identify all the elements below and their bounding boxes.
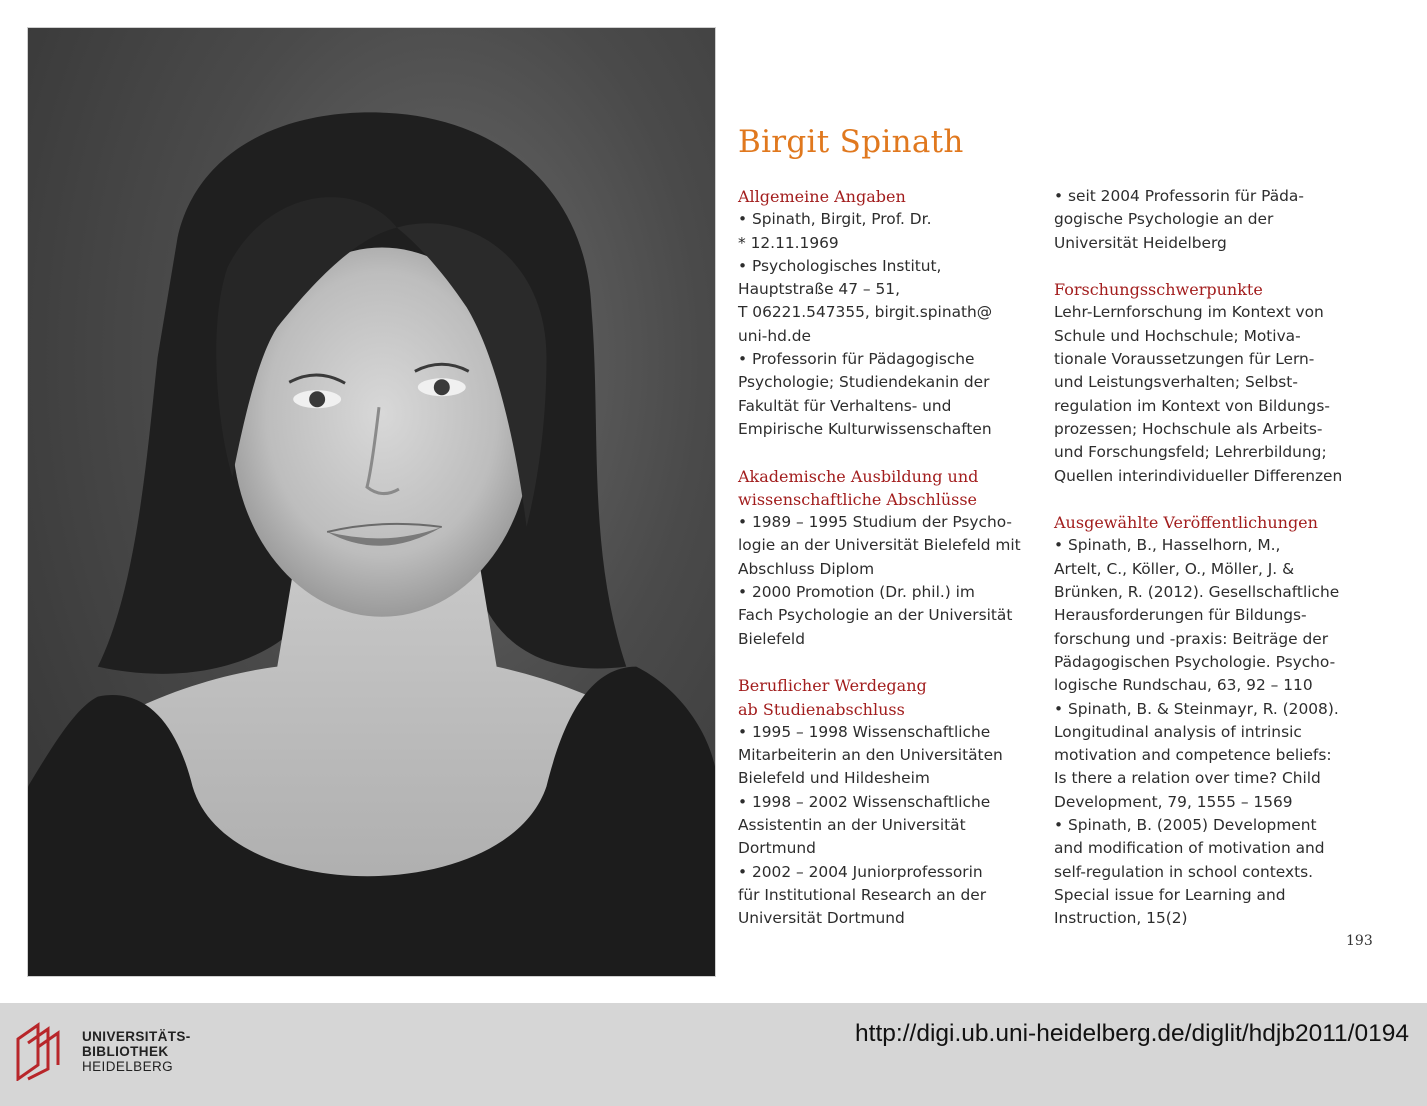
text-line: Is there a relation over time? Child bbox=[1054, 769, 1321, 788]
text-line: Universität Dortmund bbox=[738, 909, 905, 928]
text-line: forschung und -praxis: Beiträge der bbox=[1054, 629, 1329, 648]
text-line: • 2000 Promotion (Dr. phil.) im bbox=[738, 583, 975, 602]
page-number: 193 bbox=[1346, 933, 1373, 949]
text-line: Abschluss Diplom bbox=[738, 559, 875, 578]
text-line: • 1989 – 1995 Studium der Psycho- bbox=[738, 513, 1012, 532]
text-line: • Spinath, Birgit, Prof. Dr. bbox=[738, 210, 932, 229]
text-line: Dortmund bbox=[738, 839, 816, 858]
library-logo-text bbox=[82, 1029, 191, 1074]
text-line: und Forschungsfeld; Lehrerbildung; bbox=[1054, 443, 1327, 462]
text-line: self-regulation in school contexts. bbox=[1054, 862, 1314, 881]
text-line: Quellen interindividueller Differenzen bbox=[1054, 466, 1343, 485]
text-line: T 06221.547355, birgit.spinath@ bbox=[738, 303, 993, 322]
text-line: für Institutional Research an der bbox=[738, 885, 987, 904]
text-line: and modification of motivation and bbox=[1054, 839, 1325, 858]
portrait-illustration bbox=[28, 28, 715, 976]
text-line: Psychologie; Studiendekanin der bbox=[738, 373, 990, 392]
text-line: tionale Voraussetzungen für Lern- bbox=[1054, 350, 1315, 369]
text-line: Artelt, C., Köller, O., Möller, J. & bbox=[1054, 559, 1295, 578]
text-line: uni-hd.de bbox=[738, 326, 811, 345]
text-line: Hauptstraße 47 – 51, bbox=[738, 280, 900, 299]
text-line: Herausforderungen für Bildungs- bbox=[1054, 606, 1307, 625]
text-line: regulation im Kontext von Bildungs- bbox=[1054, 396, 1330, 415]
section-gap bbox=[738, 651, 1038, 674]
text-line: logie an der Universität Bielefeld mit bbox=[738, 536, 1021, 555]
text-line: Development, 79, 1555 – 1569 bbox=[1054, 792, 1293, 811]
right-column bbox=[1054, 185, 1384, 931]
text-line: • 1995 – 1998 Wissenschaftliche bbox=[738, 722, 991, 741]
text-line: Fakultät für Verhaltens- und bbox=[738, 396, 952, 415]
section-gap bbox=[1054, 488, 1384, 511]
text-line: Assistentin an der Universität bbox=[738, 816, 966, 835]
logo-line-1: UNIVERSITÄTS- bbox=[82, 1029, 191, 1044]
text-line: Schule und Hochschule; Motiva- bbox=[1054, 326, 1301, 345]
text-line: * 12.11.1969 bbox=[738, 233, 839, 252]
portrait-photo bbox=[27, 27, 716, 977]
text-line: Mitarbeiterin an den Universitäten bbox=[738, 746, 1003, 765]
section-heading: Allgemeine Angaben bbox=[738, 187, 906, 206]
text-line: Bielefeld und Hildesheim bbox=[738, 769, 930, 788]
text-line: Special issue for Learning and bbox=[1054, 885, 1286, 904]
section-heading: wissenschaftliche Abschlüsse bbox=[738, 489, 978, 509]
text-line: gogische Psychologie an der bbox=[1054, 210, 1274, 229]
footer-bar bbox=[0, 1003, 1427, 1106]
section-heading: Akademische Ausbildung und bbox=[738, 466, 979, 486]
text-line: prozessen; Hochschule als Arbeits- bbox=[1054, 419, 1323, 438]
text-line: Bielefeld bbox=[738, 629, 805, 648]
text-line: • 1998 – 2002 Wissenschaftliche bbox=[738, 792, 991, 811]
text-line: und Leistungsverhalten; Selbst- bbox=[1054, 373, 1298, 392]
text-line: Empirische Kulturwissenschaften bbox=[738, 419, 992, 438]
text-line: Lehr-Lernforschung im Kontext von bbox=[1054, 303, 1324, 322]
text-line: • seit 2004 Professorin für Päda- bbox=[1054, 187, 1304, 205]
logo-line-2: BIBLIOTHEK bbox=[82, 1044, 169, 1059]
section-heading: Forschungsschwerpunkte bbox=[1054, 280, 1263, 300]
text-line: Universität Heidelberg bbox=[1054, 233, 1227, 252]
text-line: • Psychologisches Institut, bbox=[738, 256, 942, 275]
text-line: • Spinath, B. (2005) Development bbox=[1054, 816, 1317, 835]
text-line: motivation and competence beliefs: bbox=[1054, 746, 1332, 765]
text-line: • Spinath, B., Hasselhorn, M., bbox=[1054, 536, 1281, 555]
text-line: Instruction, 15(2) bbox=[1054, 909, 1188, 928]
library-logo-icon bbox=[14, 1019, 74, 1081]
text-line: • Professorin für Pädagogische bbox=[738, 350, 975, 369]
logo-line-3: HEIDELBERG bbox=[82, 1059, 174, 1074]
text-line: Brünken, R. (2012). Gesellschaftliche bbox=[1054, 583, 1340, 602]
left-column bbox=[738, 185, 1038, 931]
section-heading: Beruflicher Werdegang bbox=[738, 676, 927, 696]
source-url[interactable]: http://digi.ub.uni-heidelberg.de/diglit/hdjb2011/0194 bbox=[855, 1020, 1409, 1047]
text-line: logische Rundschau, 63, 92 – 110 bbox=[1054, 676, 1313, 695]
text-line: Pädagogischen Psychologie. Psycho- bbox=[1054, 652, 1336, 671]
text-line: • Spinath, B. & Steinmayr, R. (2008). bbox=[1054, 699, 1339, 718]
section-gap bbox=[1054, 255, 1384, 278]
section-gap bbox=[738, 441, 1038, 464]
text-line: Longitudinal analysis of intrinsic bbox=[1054, 722, 1302, 741]
page-title: Birgit Spinath bbox=[738, 124, 964, 160]
section-heading: ab Studienabschluss bbox=[738, 699, 905, 719]
text-line: • 2002 – 2004 Juniorprofessorin bbox=[738, 862, 983, 881]
text-line: Fach Psychologie an der Universität bbox=[738, 606, 1013, 625]
section-heading: Ausgewählte Veröffentlichungen bbox=[1054, 513, 1318, 533]
